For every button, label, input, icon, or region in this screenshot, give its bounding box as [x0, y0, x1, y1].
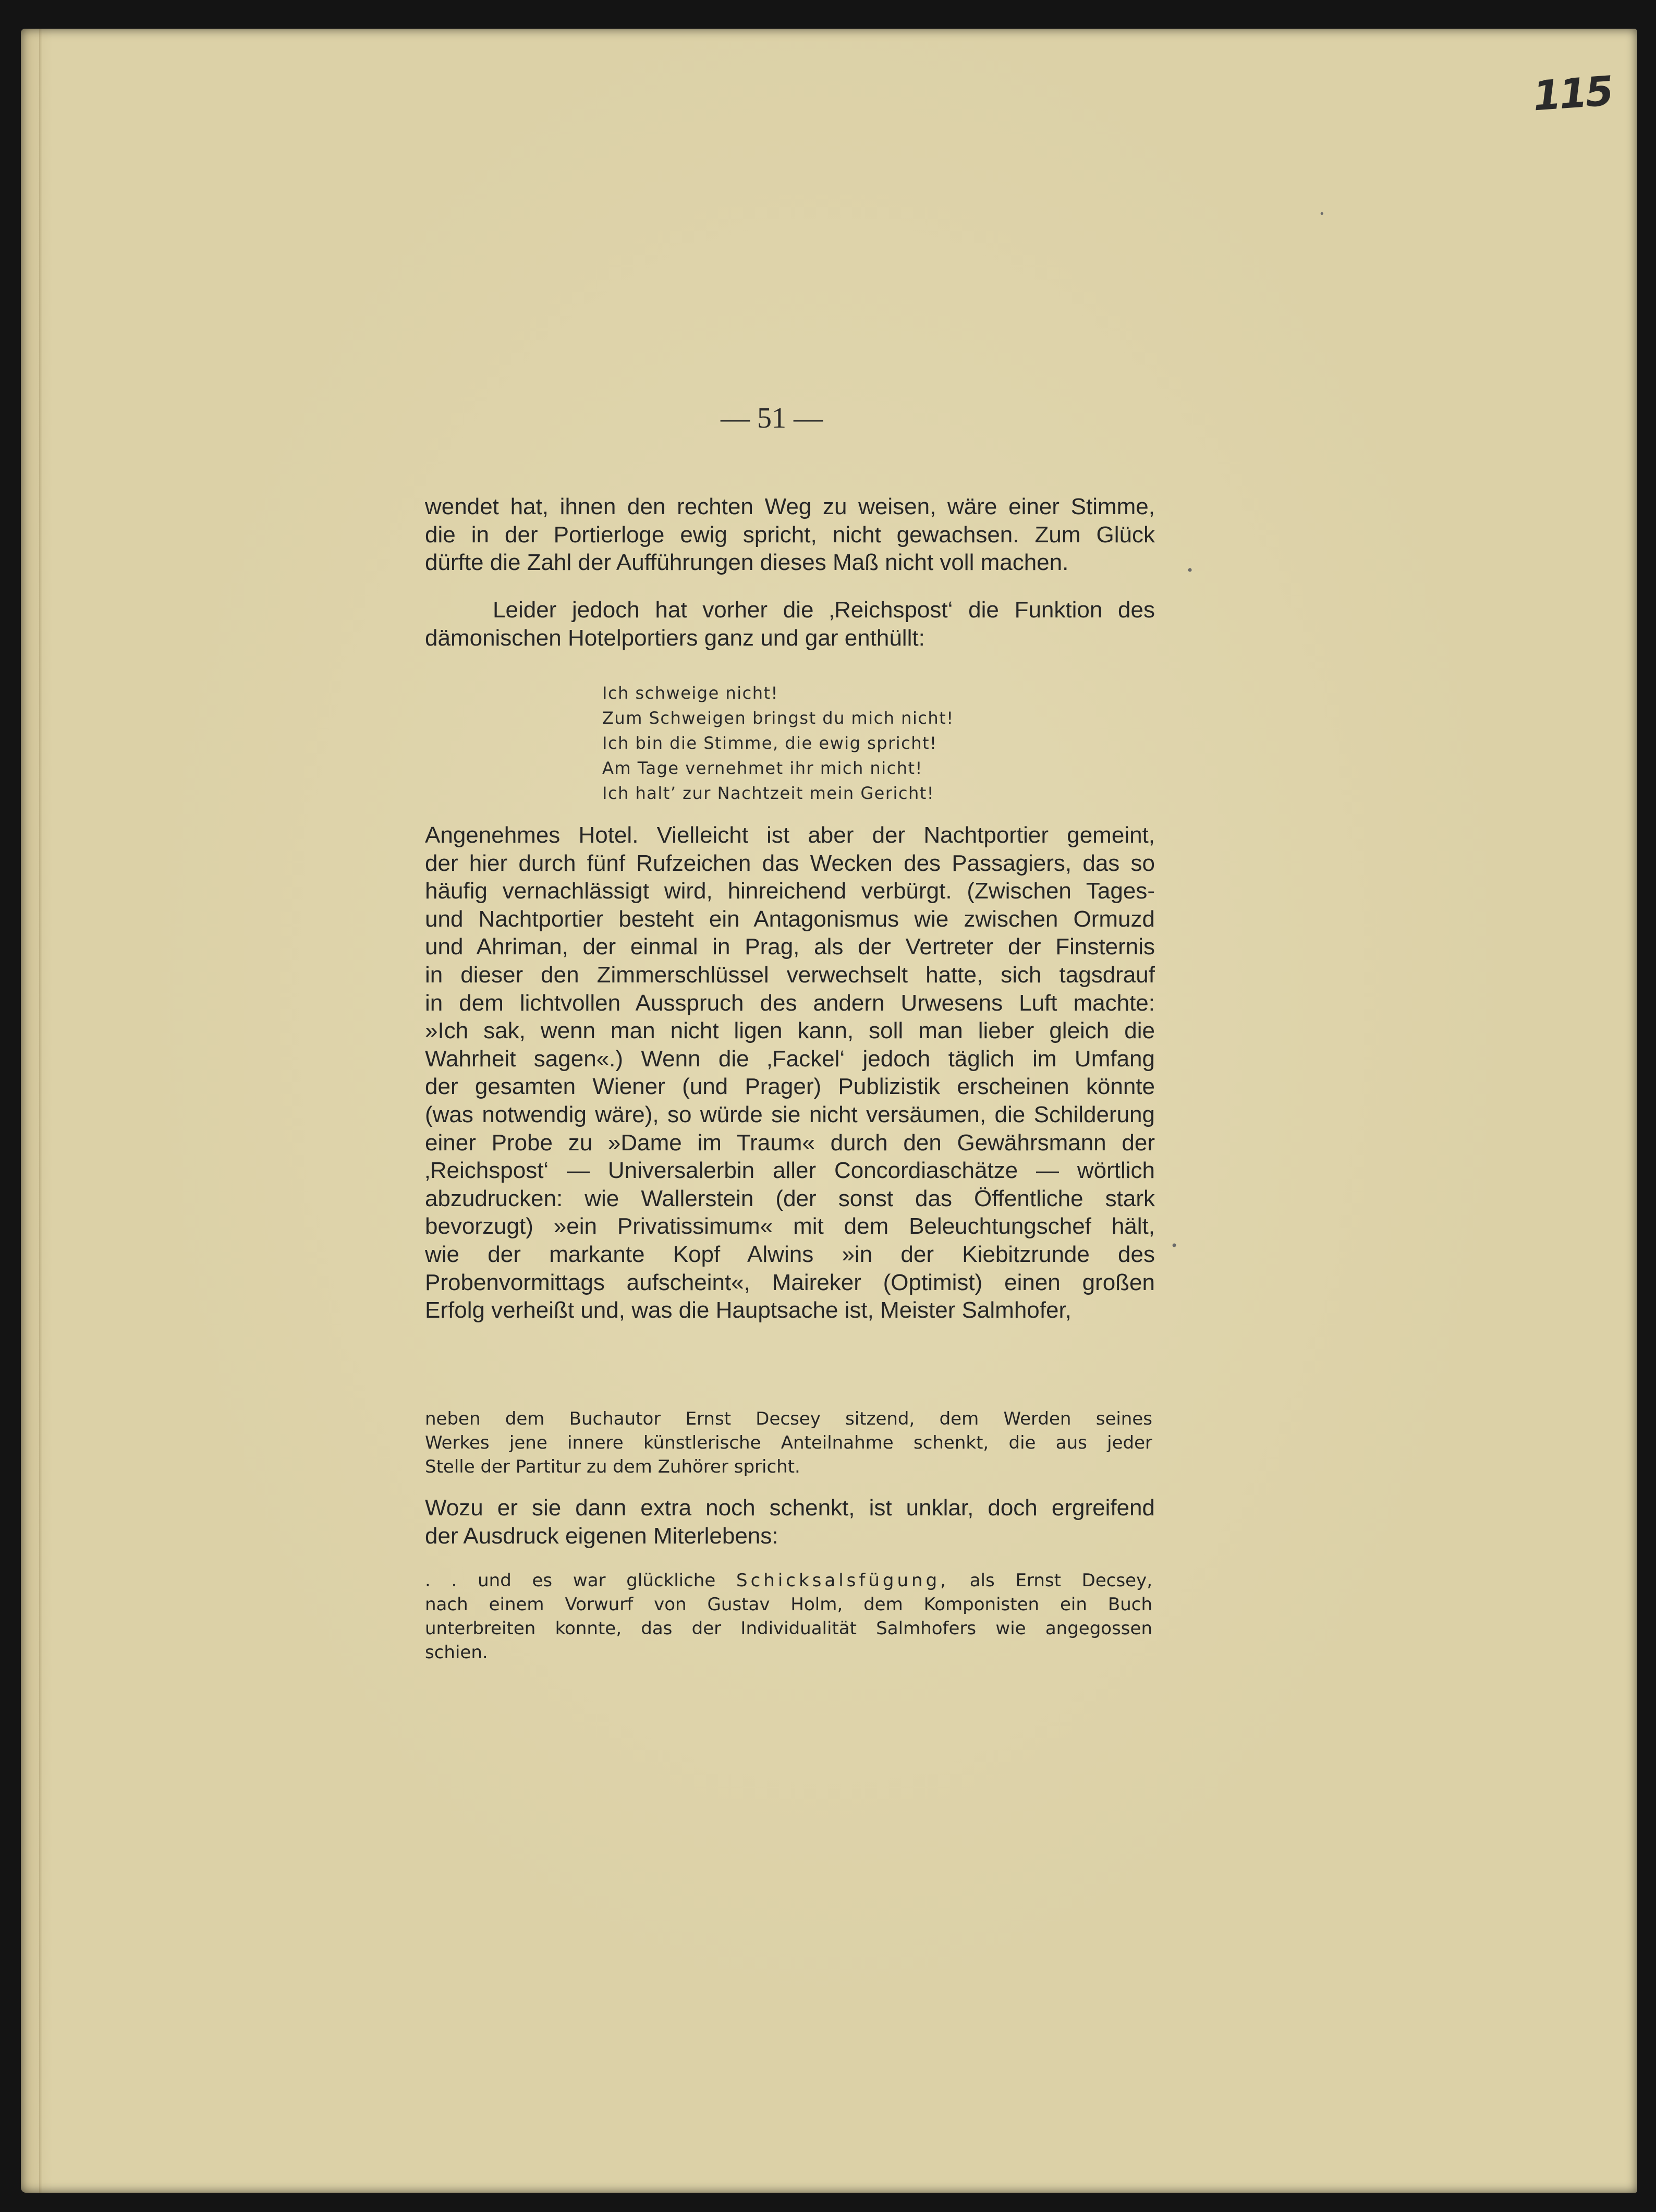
poem-line: Ich bin die Stimme, die ewig spricht!	[602, 733, 937, 753]
margin-dot: •	[1319, 209, 1325, 220]
poem-quote	[602, 680, 954, 806]
newspaper-quote-2	[425, 1569, 1152, 1664]
folio-number: 115	[1531, 68, 1613, 120]
text-line: Stelle der Partitur zu dem Zuhörer spricht.	[425, 1456, 800, 1477]
paragraph-3	[425, 821, 1155, 1324]
binding-shadow	[39, 29, 42, 2193]
text-line: schien.	[425, 1642, 488, 1663]
text-line: abzudrucken: wie Wallerstein (der sonst das Öffentliche stark	[425, 1185, 1155, 1211]
margin-dot: •	[1171, 1238, 1178, 1253]
text-line: der Ausdruck eigenen Miterlebens:	[425, 1523, 778, 1549]
page-number: — 51 —	[721, 402, 823, 434]
text-line: (was notwendig wäre), so würde sie nicht versäumen, die Schilderung	[425, 1101, 1155, 1127]
poem-line: Ich schweige nicht!	[602, 683, 778, 703]
paragraph-2	[425, 596, 1155, 652]
paragraph-4	[425, 1494, 1155, 1550]
text-line: die in der Portierloge ewig spricht, nicht gewachsen. Zum Glück	[425, 521, 1155, 548]
text-line: und Ahriman, der einmal in Prag, als der Vertreter der Finsternis	[425, 934, 1155, 960]
text-line: ‚Reichspost‘ — Universalerbin aller Concordiaschätze — wörtlich	[425, 1158, 1155, 1184]
text-line: einer Probe zu »Dame im Traum« durch den Gewährsmann der	[425, 1129, 1155, 1156]
text-line: der gesamten Wiener (und Prager) Publizistik erscheinen könnte	[425, 1074, 1155, 1100]
text-line: Wozu er sie dann extra noch schenkt, ist unklar, doch ergreifend	[425, 1495, 1155, 1521]
text-line: Probenvormittags aufscheint«, Maireker (Optimist) einen großen	[425, 1269, 1155, 1295]
text-line: Leider jedoch hat vorher die ‚Reichspost‘ die Funktion des	[493, 597, 1155, 623]
text-line: neben dem Buchautor Ernst Decsey sitzend, dem Werden seines	[425, 1408, 1152, 1429]
poem-line: Ich halt’ zur Nachtzeit mein Gericht!	[602, 783, 935, 803]
margin-dot: •	[1186, 563, 1194, 578]
text-line: häufig vernachlässigt wird, hinreichend verbürgt. (Zwischen Tages-	[425, 878, 1155, 904]
quote-text: . . und es war glückliche	[425, 1570, 716, 1591]
text-line: in dieser den Zimmerschlüssel verwechselt hatte, sich tagsdrauf	[425, 962, 1155, 988]
quote-text: als Ernst Decsey,	[969, 1570, 1153, 1591]
text-line: dämonischen Hotelportiers ganz und gar enthüllt:	[425, 625, 925, 651]
text-line: dürfte die Zahl der Aufführungen dieses Maß nicht voll machen.	[425, 550, 1069, 576]
emphasized-word: Schicksalsfügung,	[736, 1570, 949, 1591]
text-line: »Ich sak, wenn man nicht ligen kann, soll man lieber gleich die	[425, 1018, 1155, 1044]
text-line: und Nachtportier besteht ein Antagonismus wie zwischen Ormuzd	[425, 906, 1155, 932]
poem-line: Am Tage vernehmet ihr mich nicht!	[602, 758, 923, 778]
text-line: Wahrheit sagen«.) Wenn die ‚Fackel‘ jedoch täglich im Umfang	[425, 1046, 1155, 1072]
text-line: Angenehmes Hotel. Vielleicht ist aber der Nachtportier gemeint,	[425, 822, 1155, 848]
poem-line: Zum Schweigen bringst du mich nicht!	[602, 708, 954, 728]
text-line: unterbreiten konnte, das der Individualität Salmhofers wie angegossen	[425, 1618, 1152, 1639]
text-line: Erfolg verheißt und, was die Hauptsache ist, Meister Salmhofer,	[425, 1297, 1071, 1323]
text-line: Werkes jene innere künstlerische Anteilnahme schenkt, die aus jeder	[425, 1432, 1152, 1453]
paragraph-1	[425, 493, 1155, 577]
text-line: der hier durch fünf Rufzeichen das Wecken des Passagiers, das so	[425, 850, 1155, 876]
newspaper-quote-1	[425, 1407, 1152, 1479]
text-line: in dem lichtvollen Ausspruch des andern Urwesens Luft machte:	[425, 990, 1155, 1016]
text-line: nach einem Vorwurf von Gustav Holm, dem Komponisten ein Buch	[425, 1594, 1152, 1615]
text-line	[425, 1569, 1152, 1593]
text-line: bevorzugt) »ein Privatissimum« mit dem Beleuchtungschef hält,	[425, 1213, 1155, 1239]
text-line: wendet hat, ihnen den rechten Weg zu weisen, wäre einer Stimme,	[425, 494, 1155, 519]
text-line: wie der markante Kopf Alwins »in der Kiebitzrunde des	[425, 1241, 1155, 1267]
